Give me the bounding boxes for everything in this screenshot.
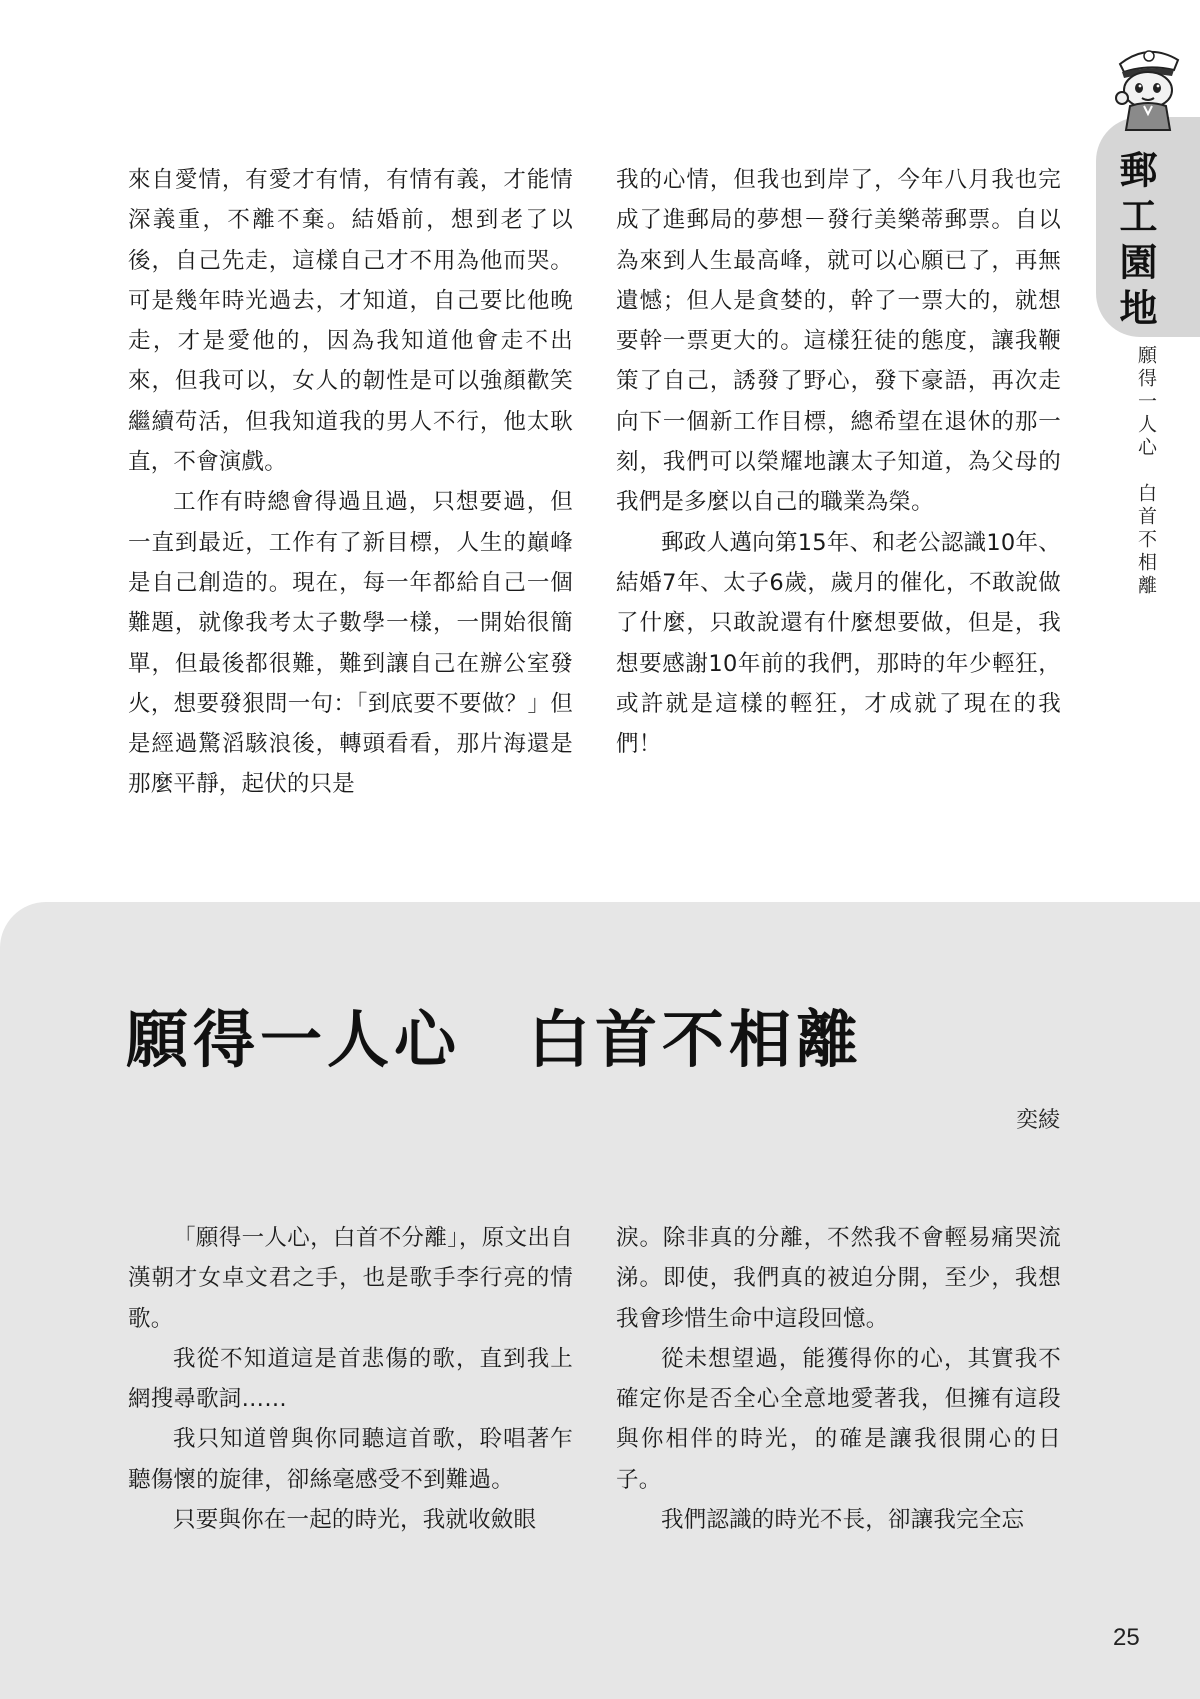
paragraph: 我只知道曾與你同聽這首歌，聆唱著乍聽傷懷的旋律，卻絲毫感受不到難過。 [128,1426,573,1493]
paragraph: 來自愛情，有愛才有情，有情有義，才能情深義重，不離不棄。結婚前，想到老了以後，自己先走，這樣自己才不用為他而哭。可是幾年時光過去，才知道，自己要比他晚走，才是愛他的，因為我知道他會走不出來，但我可以，女人的韌性是可以強顏歡笑繼續苟活，但我知道我的男人不行，他太耿直，不會演戲。 [128,167,573,476]
top-left-column [128,160,573,805]
paragraph: 我從不知道這是首悲傷的歌，直到我上網搜尋歌詞…… [128,1345,573,1413]
postman-mascot-icon [1108,40,1188,132]
article-author: 奕綾 [1015,1108,1060,1133]
paragraph: 從未想望過，能獲得你的心，其實我不確定你是否全心全意地愛著我，但擁有這段與你相伴的時光，的確是讓我很開心的日子。 [616,1345,1061,1493]
paragraph: 「願得一人心，白首不分離」，原文出自漢朝才女卓文君之手，也是歌手李行亮的情歌。 [128,1225,573,1332]
article-title: 願得一人心 白首不相離 [126,1003,864,1076]
page-number: 25 [1113,1624,1140,1651]
paragraph: 我的心情，但我也到岸了，今年八月我也完成了進郵局的夢想－發行美樂蒂郵票。自以為來到人生最高峰，就可以心願已了，再無遺憾；但人是貪婪的，幹了一票大的，就想要幹一票更大的。這樣狂徒的態度，讓我鞭策了自己，誘發了野心，發下豪語，再次走向下一個新工作目標，總希望在退休的那一刻，我們可以榮耀地讓太子知道，為父母的我們是多麼以自己的職業為榮。 [616,167,1061,516]
paragraph: 淚。除非真的分離，不然我不會輕易痛哭流涕。即使，我們真的被迫分開，至少，我想我會珍惜生命中這段回憶。 [616,1225,1061,1332]
article-right-column [616,1218,1061,1540]
paragraph: 只要與你在一起的時光，我就收斂眼 [173,1507,537,1534]
article-left-column [128,1218,573,1540]
top-right-column [616,160,1061,764]
paragraph: 我們認識的時光不長，卻讓我完全忘 [661,1507,1025,1534]
paragraph: 工作有時總會得過且過，只想要過，但一直到最近，工作有了新目標，人生的巔峰是自己創造的。現在，每一年都給自己一個難題，就像我考太子數學一樣，一開始很簡單，但最後都很難，難到讓自己在辦公室發火，想要發狠問一句：「到底要不要做？」但是經過驚滔駭浪後，轉頭看看，那片海還是那麼平靜，起伏的只是 [128,489,573,798]
running-title: 願得一人心 白首不相離 [1135,345,1157,598]
section-name: 郵工園地 [1113,150,1158,334]
paragraph: 郵政人邁向第15年、和老公認識10年、結婚7年、太子6歲，歲月的催化，不敢說做了什麼，只敢說還有什麼想要做，但是，我想要感謝10年前的我們，那時的年少輕狂，或許就是這樣的輕狂，才成就了現在的我們！ [616,529,1061,758]
